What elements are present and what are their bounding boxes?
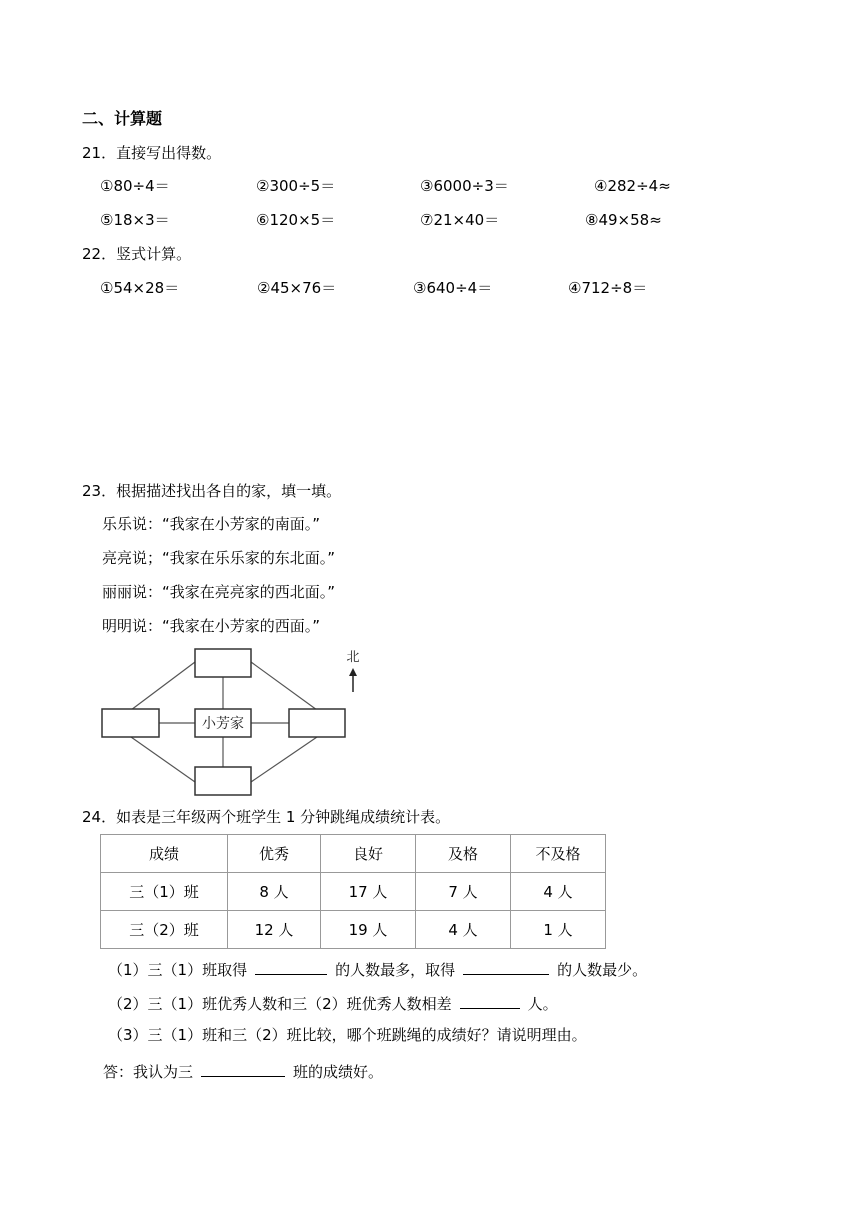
xiaofang-label: 小芳家 bbox=[202, 716, 244, 732]
q21-item: ④282÷4≈ bbox=[594, 177, 671, 195]
table-cell: 12 人 bbox=[228, 911, 321, 949]
q24-sub1-text: 的人数最少。 bbox=[557, 961, 648, 979]
table-cell: 1 人 bbox=[511, 911, 606, 949]
answer-blank[interactable] bbox=[463, 960, 549, 975]
table-cell: 7 人 bbox=[416, 873, 511, 911]
table-cell: 4 人 bbox=[416, 911, 511, 949]
q22-item: ②45×76＝ bbox=[257, 279, 337, 297]
q21-item: ⑥120×5＝ bbox=[256, 211, 336, 229]
table-header-cell: 不及格 bbox=[511, 835, 606, 873]
table-cell: 8 人 bbox=[228, 873, 321, 911]
q24-sub2-text: 人。 bbox=[527, 995, 558, 1013]
q24-sub2 bbox=[108, 994, 558, 1012]
south-house-box[interactable] bbox=[195, 767, 251, 795]
table-cell: 4 人 bbox=[511, 873, 606, 911]
q21-item: ⑤18×3＝ bbox=[100, 211, 170, 229]
table-header-cell: 优秀 bbox=[228, 835, 321, 873]
scores-table bbox=[100, 834, 606, 949]
north-label: 北 bbox=[346, 650, 360, 665]
q24-sub1-text: （1）三（1）班取得 bbox=[108, 961, 248, 979]
answer-blank[interactable] bbox=[201, 1062, 285, 1077]
q23-line: 丽丽说：“我家在亮亮家的西北面。” bbox=[102, 583, 336, 601]
q21-item: ②300÷5＝ bbox=[256, 177, 336, 195]
q24-answer-text: 班的成绩好。 bbox=[293, 1063, 384, 1081]
table-header-cell: 成绩 bbox=[101, 835, 228, 873]
table-cell: 三（2）班 bbox=[101, 911, 228, 949]
east-house-box[interactable] bbox=[289, 709, 345, 737]
q23-line: 乐乐说：“我家在小芳家的南面。” bbox=[102, 515, 321, 533]
q24-sub1-text: 的人数最多，取得 bbox=[335, 961, 456, 979]
table-cell: 17 人 bbox=[321, 873, 416, 911]
q24-answer-text: 答：我认为三 bbox=[103, 1063, 194, 1081]
table-cell: 19 人 bbox=[321, 911, 416, 949]
table-header-cell: 良好 bbox=[321, 835, 416, 873]
table-cell: 三（1）班 bbox=[101, 873, 228, 911]
q24-sub2-text: （2）三（1）班优秀人数和三（2）班优秀人数相差 bbox=[108, 995, 452, 1013]
north-arrow-icon bbox=[349, 668, 357, 692]
table-row bbox=[101, 873, 606, 911]
q23-line: 亮亮说；“我家在乐乐家的东北面。” bbox=[102, 549, 336, 567]
house-diagram bbox=[95, 640, 375, 802]
q22-title: 22．竖式计算。 bbox=[82, 245, 192, 263]
q23-line: 明明说：“我家在小芳家的西面。” bbox=[102, 617, 321, 635]
answer-blank[interactable] bbox=[460, 994, 520, 1009]
q24-sub3: （3）三（1）班和三（2）班比较，哪个班跳绳的成绩好？请说明理由。 bbox=[108, 1026, 587, 1044]
answer-blank[interactable] bbox=[255, 960, 327, 975]
q21-item: ③6000÷3＝ bbox=[420, 177, 509, 195]
q22-item: ④712÷8＝ bbox=[568, 279, 648, 297]
table-header-row bbox=[101, 835, 606, 873]
q21-item: ⑦21×40＝ bbox=[420, 211, 500, 229]
section-title: 二、计算题 bbox=[82, 109, 163, 128]
q24-title: 24．如表是三年级两个班学生 1 分钟跳绳成绩统计表。 bbox=[82, 808, 451, 826]
north-house-box[interactable] bbox=[195, 649, 251, 677]
table-row bbox=[101, 911, 606, 949]
table-header-cell: 及格 bbox=[416, 835, 511, 873]
q21-item: ⑧49×58≈ bbox=[585, 211, 662, 229]
west-house-box[interactable] bbox=[102, 709, 159, 737]
q21-title: 21．直接写出得数。 bbox=[82, 144, 222, 162]
q22-item: ③640÷4＝ bbox=[413, 279, 493, 297]
q24-sub1 bbox=[108, 960, 647, 978]
q24-answer bbox=[103, 1062, 383, 1080]
q21-item: ①80÷4＝ bbox=[100, 177, 170, 195]
q23-title: 23．根据描述找出各自的家，填一填。 bbox=[82, 482, 342, 500]
q22-item: ①54×28＝ bbox=[100, 279, 180, 297]
